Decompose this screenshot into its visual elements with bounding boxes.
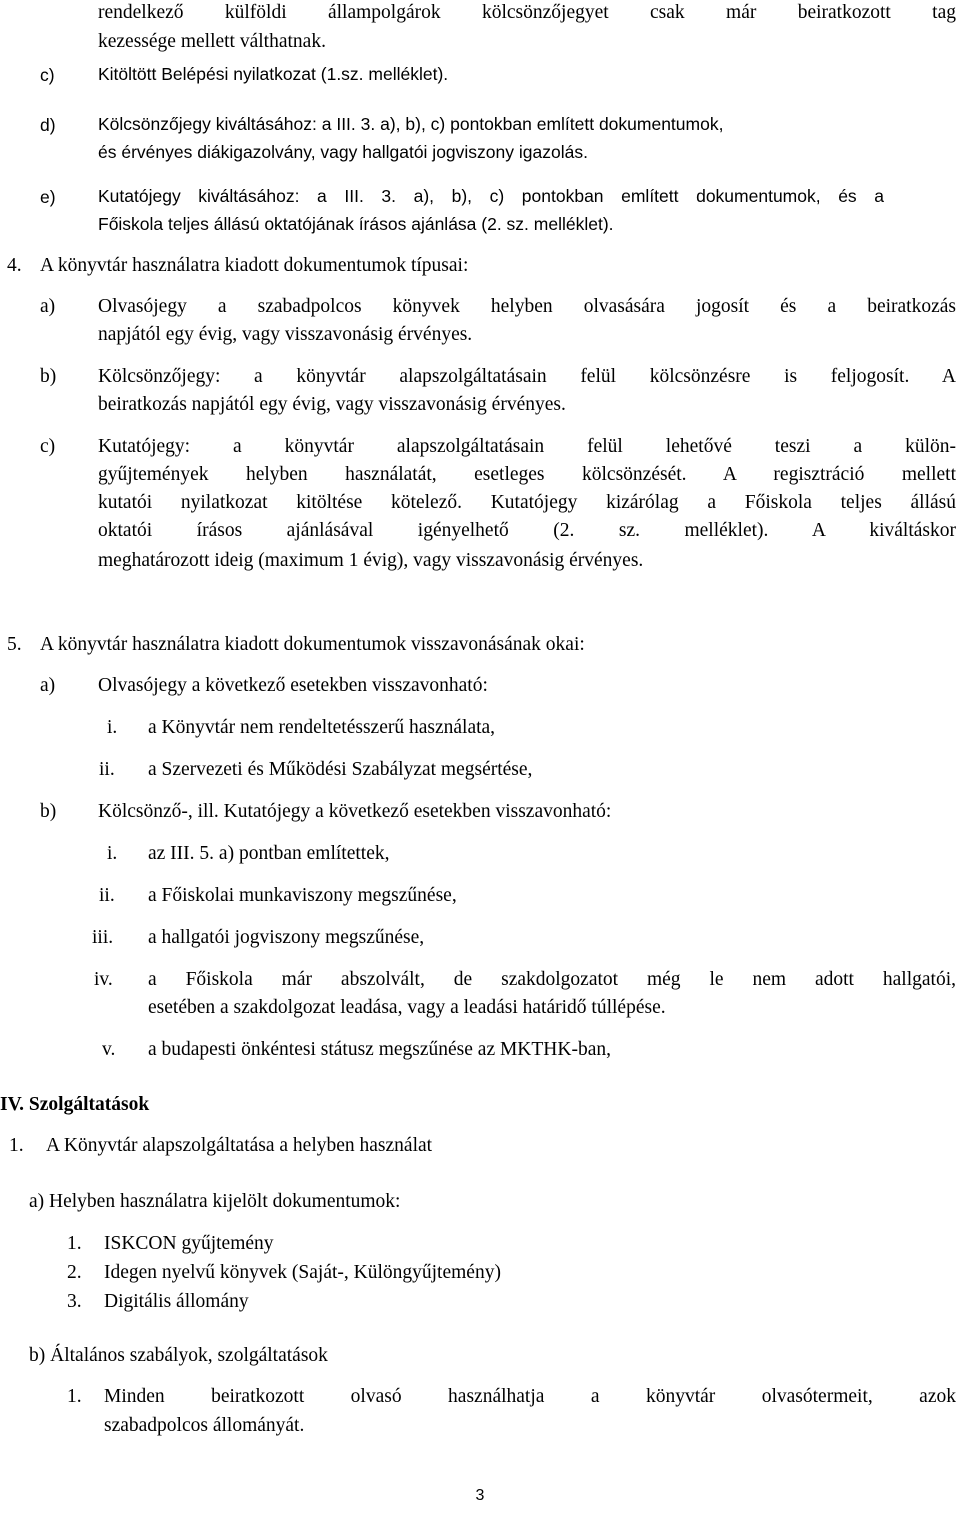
section-4-c-line-2: gyűjtemények helyben használatát, esetleges kölcsönzését. A regisztráció mellett	[98, 464, 956, 485]
section-5-a-item-2-text: a Szervezeti és Működési Szabályzat megsértése,	[148, 759, 533, 780]
section-5-a-item-1-num: i.	[107, 717, 118, 738]
section-4-title: A könyvtár használatra kiadott dokumentumok típusai:	[40, 255, 469, 276]
section-5-b-item-4-line-1: a Főiskola már abszolvált, de szakdolgozatot még le nem adott hallgatói,	[148, 969, 956, 990]
list-text-e-line-2: Főiskola teljes állású oktatójának írásos ajánlása (2. sz. melléklet).	[98, 214, 614, 234]
section-4-a-line-1: Olvasójegy a szabadpolcos könyvek helyben olvasására jogosít és a beiratkozás	[98, 296, 956, 317]
section-5-label-a: a)	[40, 675, 56, 696]
section-5-b-item-3-num: iii.	[92, 927, 114, 948]
section-4-label-b: b)	[40, 366, 57, 387]
section-IV-a-heading: a) Helyben használatra kijelölt dokumentumok:	[29, 1191, 401, 1212]
section-IV-a-item-3-num: 3.	[67, 1291, 82, 1312]
section-5-b-item-1-text: az III. 5. a) pontban említettek,	[148, 843, 390, 864]
list-text-e-line-1: Kutatójegy kiváltásához: a III. 3. a), b), c) pontokban említett dokumentumok, és a	[98, 186, 884, 206]
section-5-a-text: Olvasójegy a következő esetekben visszavonható:	[98, 675, 488, 696]
section-IV-b-heading: b) Általános szabályok, szolgáltatások	[29, 1345, 328, 1366]
section-4-b-line-1: Kölcsönzőjegy: a könyvtár alapszolgáltatásain felül kölcsönzésre is feljogosít. A	[98, 366, 956, 387]
section-4-c-line-3: kutatói nyilatkozat kitöltése kötelező. Kutatójegy kizárólag a Főiskola teljes állású	[98, 492, 956, 513]
section-4-c-line-5: meghatározott ideig (maximum 1 évig), vagy visszavonásig érvényes.	[98, 550, 644, 571]
section-5-number: 5.	[7, 634, 22, 655]
section-5-b-item-2-text: a Főiskolai munkaviszony megszűnése,	[148, 885, 457, 906]
continuation-line-1: rendelkező külföldi állampolgárok kölcsönzőjegyet csak már beiratkozott tag	[98, 2, 956, 23]
section-IV-a-item-3-text: Digitális állomány	[104, 1291, 249, 1312]
section-5-b-item-5-text: a budapesti önkéntesi státusz megszűnése az MKTHK-ban,	[148, 1039, 611, 1060]
section-4-label-c: c)	[40, 436, 56, 457]
list-label-c: c)	[40, 65, 55, 85]
section-5-b-text: Kölcsönző-, ill. Kutatójegy a következő esetekben visszavonható:	[98, 801, 612, 822]
section-5-b-item-2-num: ii.	[99, 885, 115, 906]
section-IV-a-item-2-num: 2.	[67, 1262, 82, 1283]
section-IV-b-item-1-num: 1.	[67, 1386, 82, 1407]
section-IV-heading: IV. Szolgáltatások	[0, 1094, 150, 1115]
list-label-d: d)	[40, 115, 56, 135]
section-5-b-item-4-num: iv.	[94, 969, 113, 990]
section-5-a-item-1-text: a Könyvtár nem rendeltetésszerű használata,	[148, 717, 496, 738]
section-5-b-item-5-num: v.	[102, 1039, 116, 1060]
section-IV-a-item-1-num: 1.	[67, 1233, 82, 1254]
list-label-e: e)	[40, 187, 56, 207]
section-4-c-line-1: Kutatójegy: a könyvtár alapszolgáltatásain felül lehetővé teszi a külön-	[98, 436, 956, 457]
section-5-label-b: b)	[40, 801, 57, 822]
section-4-number: 4.	[7, 255, 22, 276]
list-text-d-line-1: Kölcsönzőjegy kiváltásához: a III. 3. a), b), c) pontokban említett dokumentumok,	[98, 114, 724, 134]
section-5-a-item-2-num: ii.	[99, 759, 115, 780]
section-IV-item-1-text: A Könyvtár alapszolgáltatása a helyben használat	[46, 1135, 433, 1156]
section-4-b-line-2: beiratkozás napjától egy évig, vagy visszavonásig érvényes.	[98, 394, 566, 415]
section-IV-a-item-2-text: Idegen nyelvű könyvek (Saját-, Különgyűjtemény)	[104, 1262, 501, 1283]
section-IV-item-1-num: 1.	[9, 1135, 24, 1156]
continuation-line-2: kezessége mellett válthatnak.	[98, 31, 326, 52]
section-4-c-line-4: oktatói írásos ajánlásával igényelhető (2. sz. melléklet). A kiváltáskor	[98, 520, 956, 541]
section-4-a-line-2: napjától egy évig, vagy visszavonásig érvényes.	[98, 324, 473, 345]
page-number: 3	[475, 1487, 485, 1504]
section-IV-a-item-1-text: ISKCON gyűjtemény	[104, 1233, 274, 1254]
section-5-b-item-4-line-2: esetében a szakdolgozat leadása, vagy a leadási határidő túllépése.	[148, 997, 666, 1018]
section-5-b-item-1-num: i.	[107, 843, 118, 864]
section-IV-b-item-1-line-1: Minden beiratkozott olvasó használhatja a könyvtár olvasótermeit, azok	[104, 1386, 956, 1407]
section-5-b-item-3-text: a hallgatói jogviszony megszűnése,	[148, 927, 425, 948]
list-text-d-line-2: és érvényes diákigazolvány, vagy hallgatói jogviszony igazolás.	[98, 142, 588, 162]
section-4-label-a: a)	[40, 296, 56, 317]
list-text-c: Kitöltött Belépési nyilatkozat (1.sz. melléklet).	[98, 64, 449, 84]
section-IV-b-item-1-line-2: szabadpolcos állományát.	[104, 1415, 305, 1436]
section-5-title: A könyvtár használatra kiadott dokumentumok visszavonásának okai:	[40, 634, 585, 655]
